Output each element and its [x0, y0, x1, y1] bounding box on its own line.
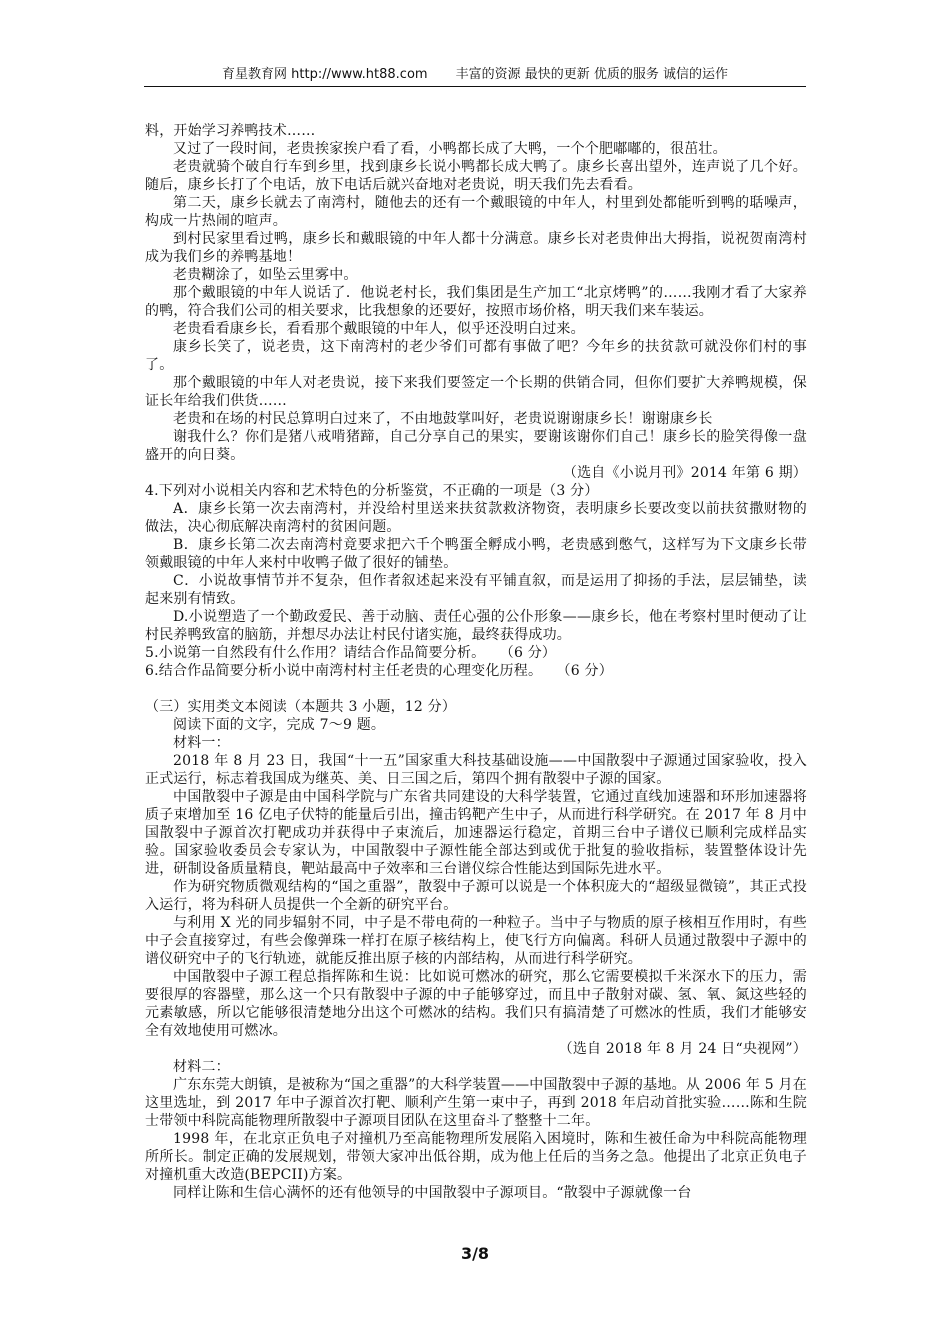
material-2-label: 材料二：	[173, 1059, 230, 1075]
document-body	[145, 122, 807, 1202]
header-site: 育星教育网 http://www.ht88.com	[222, 67, 428, 82]
question-6: 6.结合作品简要分析小说中南湾村村主任老贵的心理变化历程。 （6 分）	[145, 663, 613, 679]
story-paragraph: 老贵就骑个破自行车到乡里，找到康乡长说小鸭都长成大鸭了。康乡长喜出望外，连声说了几个好。随后，康乡长打了个电话，放下电话后就兴奋地对老贵说，明天我们先去看看。	[145, 159, 807, 193]
story-paragraph: 第二天，康乡长就去了南湾村，随他去的还有一个戴眼镜的中年人，村里到处都能听到鸭的聒噪声，构成一片热闹的喧声。	[145, 195, 807, 229]
story-paragraph: 又过了一段时间，老贵挨家挨户看了看，小鸭都长成了大鸭，一个个肥嘟嘟的，很茁壮。	[173, 141, 727, 157]
material-1-paragraph: 与利用 X 光的同步辐射不同，中子是不带电荷的一种粒子。当中子与物质的原子核相互作用时，有些中子会直接穿过，有些会像弹珠一样打在原子核结构上，使飞行方向偏离。科研人员通过散裂中子源中的谱仪研究中子的飞行轨迹，就能反推出原子核的内部结构，从而进行科学研究。	[145, 915, 807, 967]
material-2-paragraph: 同样让陈和生信心满怀的还有他领导的中国散裂中子源项目。“散裂中子源就像一台	[173, 1185, 692, 1201]
material-1-paragraph: 中国散裂中子源工程总指挥陈和生说：比如说可燃冰的研究，那么它需要模拟千米深水下的压力，需要很厚的容器壁，那么这一个只有散裂中子源的中子能够穿过，而且中子散射对碳、氢、氧、氮这些轻的元素敏感，所以它能够很清楚地分出这个可燃冰的结构。我们只有搞清楚了可燃冰的性质，我们才能够安全有效地使用可燃冰。	[145, 969, 807, 1039]
question-4-option-b: B．康乡长第二次去南湾村竟要求把六千个鸭蛋全孵成小鸭，老贵感到憋气，这样写为下文康乡长带领戴眼镜的中年人来村中收鸭子做了很好的铺垫。	[145, 537, 807, 571]
story-paragraph: 老贵看看康乡长，看看那个戴眼镜的中年人，似乎还没明白过来。	[173, 321, 585, 337]
question-5: 5.小说第一自然段有什么作用？请结合作品简要分析。 （6 分）	[145, 645, 557, 661]
material-1-paragraph: 作为研究物质微观结构的“国之重器”，散裂中子源可以说是一个体积庞大的“超级显微镜”，其正式投入运行，将为科研人员提供一个全新的研究平台。	[145, 879, 807, 913]
story-paragraph: 康乡长笑了，说老贵，这下南湾村的老少爷们可都有事做了吧？今年乡的扶贫款可就没你们村的事了。	[145, 339, 807, 373]
story-paragraph: 到村民家里看过鸭，康乡长和戴眼镜的中年人都十分满意。康乡长对老贵伸出大拇指，说祝贺南湾村成为我们乡的养鸭基地！	[145, 231, 807, 265]
question-4-option-a: A．康乡长第一次去南湾村，并没给村里送来扶贫款救济物资，表明康乡长要改变以前扶贫撒财物的做法，决心彻底解决南湾村的贫困问题。	[145, 501, 807, 535]
story-paragraph: 老贵糊涂了，如坠云里雾中。	[173, 267, 358, 283]
page-current: 3	[460, 1244, 473, 1263]
section-spacer	[145, 680, 807, 698]
header-rule	[144, 86, 806, 87]
story-paragraph: 谢我什么？你们是猪八戒啃猪蹄，自己分享自己的果实，要谢该谢你们自己！康乡长的脸笑得像一盘盛开的向日葵。	[145, 429, 807, 463]
page-header	[144, 66, 806, 84]
story-paragraph: 那个戴眼镜的中年人说话了．他说老村长，我们集团是生产加工“北京烤鸭”的……我刚才看了大家养的鸭，符合我们公司的相关要求，比我想象的还要好，按照市场价格，明天我们来车装运。	[145, 285, 807, 319]
question-4: 4.下列对小说相关内容和艺术特色的分析鉴赏，不正确的一项是（3 分）	[145, 483, 599, 499]
header-slogan: 丰富的资源 最快的更新 优质的服务 诚信的运作	[455, 67, 728, 82]
page-total: 8	[477, 1244, 490, 1263]
page-separator: /	[472, 1244, 478, 1263]
material-2-paragraph: 1998 年，在北京正负电子对撞机乃至高能物理所发展陷入困境时，陈和生被任命为中科院高能物理所所长。制定正确的发展规划，带领大家冲出低谷期，成为他上任后的当务之急。他提出了北京正负电子对撞机重大改造(BEPCII)方案。	[145, 1131, 807, 1183]
story-paragraph: 老贵和在场的村民总算明白过来了，不由地鼓掌叫好，老贵说谢谢康乡长！谢谢康乡长	[173, 411, 713, 427]
material-1-paragraph: 中国散裂中子源是由中国科学院与广东省共同建设的大科学装置，它通过直线加速器和环形加速器将质子束增加至 16 亿电子伏特的能量后引出，撞击钨靶产生中子，从而进行科学研究。在 2017 年 8 月中国散裂中子源首次打靶成功并获得中子束流后，加速器运行稳定，首期三台中子谱仪已顺利完成样品实验。国家验收委员会专家认为，中国散裂中子源性能全部达到或优于批复的验收指标，装置整体设计先进，研制设备质量精良，靶站最高中子效率和三台谱仪综合性能达到国际先进水平。	[145, 789, 807, 877]
material-2-paragraph: 广东东莞大朗镇，是被称为“国之重器”的大科学装置——中国散裂中子源的基地。从 2006 年 5 月在这里选址，到 2017 年中子源首次打靶、顺利产生第一束中子，再到 2018 年启动首批实验……陈和生院士带领中科院高能物理所散裂中子源项目团队在这里奋斗了整整十二年。	[145, 1077, 807, 1129]
material-1-paragraph: 2018 年 8 月 23 日，我国“十一五”国家重大科技基础设施——中国散裂中子源通过国家验收，投入正式运行，标志着我国成为继英、美、日三国之后，第四个拥有散裂中子源的国家。	[145, 753, 807, 787]
section-3-title: （三）实用类文本阅读（本题共 3 小题，12 分）	[145, 699, 457, 715]
story-paragraph: 料，开始学习养鸭技术……	[145, 123, 316, 139]
material-1-source: （选自 2018 年 8 月 24 日“央视网”）	[558, 1041, 807, 1057]
story-source: （选自《小说月刊》2014 年第 6 期）	[562, 465, 807, 481]
question-4-option-d: D.小说塑造了一个勤政爱民、善于动脑、责任心强的公仆形象——康乡长，他在考察村里时便动了让村民养鸭致富的脑筋，并想尽办法让村民付诸实施，最终获得成功。	[145, 609, 807, 643]
page-number	[0, 1244, 950, 1263]
section-3-instruction: 阅读下面的文字，完成 7～9 题。	[173, 717, 386, 733]
question-4-option-c: C．小说故事情节并不复杂，但作者叙述起来没有平铺直叙，而是运用了抑扬的手法，层层铺垫，读起来别有情致。	[145, 573, 807, 607]
material-1-label: 材料一：	[173, 735, 230, 751]
story-paragraph: 那个戴眼镜的中年人对老贵说，接下来我们要签定一个长期的供销合同，但你们要扩大养鸭规模，保证长年给我们供货……	[145, 375, 807, 409]
